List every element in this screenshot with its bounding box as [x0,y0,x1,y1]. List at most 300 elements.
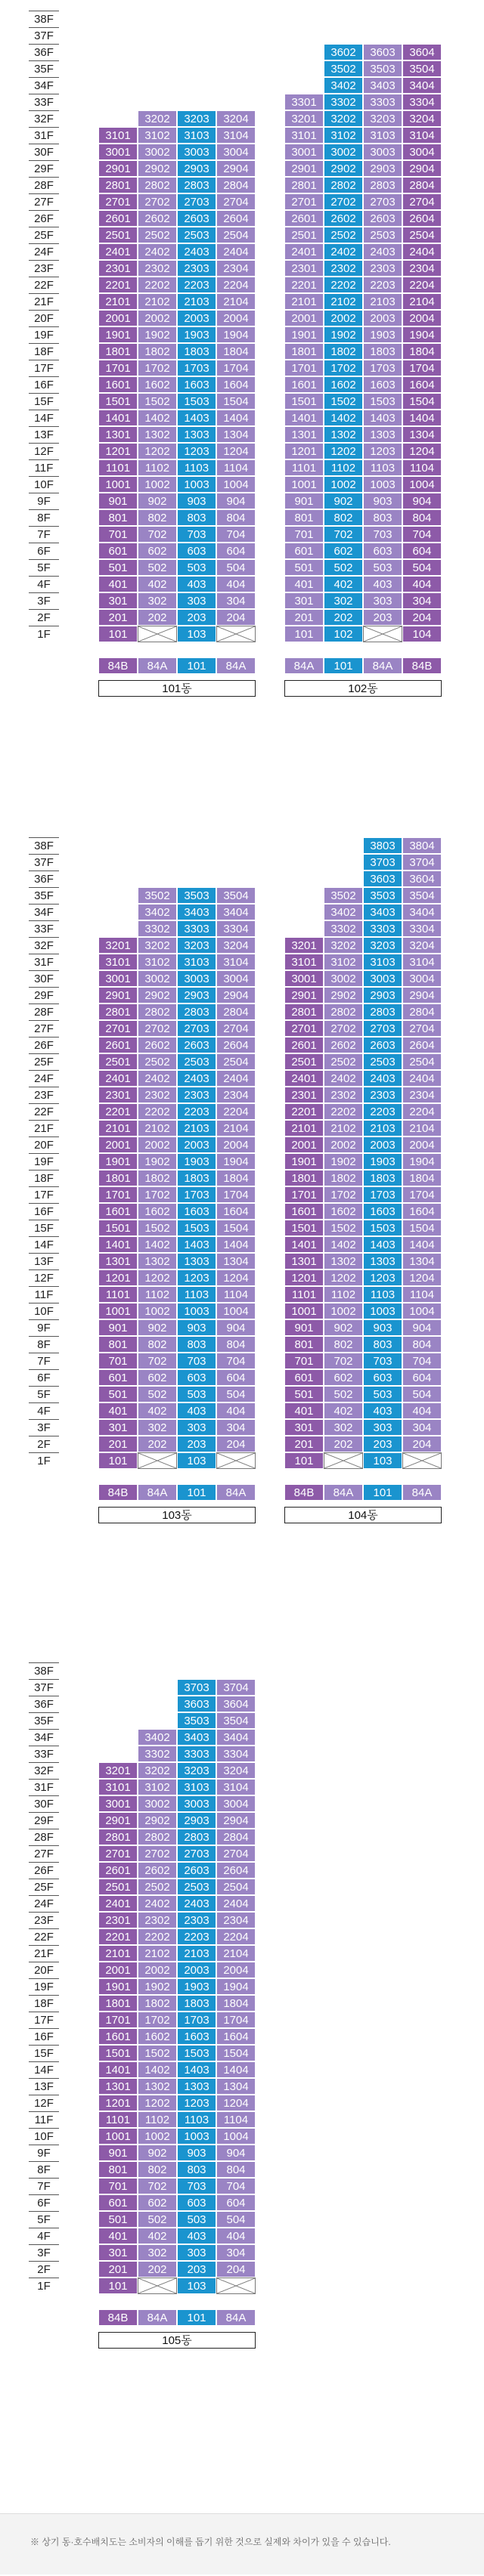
unit-cell: 204 [402,1436,442,1452]
unit-cell: 2304 [402,260,442,277]
unit-cell: 3101 [98,954,138,970]
unit-cell: 3101 [284,127,324,144]
unit-cell: 101 [284,1452,324,1469]
unit-cell: 401 [284,576,324,592]
floor-label: 22F [29,277,59,293]
unit-type-label: 84A [216,2309,256,2326]
unit-cell: 3204 [402,937,442,954]
floor-label: 23F [29,1087,59,1103]
unit-cell: 1401 [98,2061,138,2078]
unit-cell: 2903 [363,160,402,177]
unit-cell: 601 [284,543,324,559]
unit-cell: 1903 [177,1153,216,1170]
unit-cell: 3803 [363,837,402,854]
floor-label: 34F [29,1729,59,1746]
unit-cell: 1904 [216,1153,256,1170]
unit-cell: 604 [216,1369,256,1386]
unit-cell: 1704 [216,2012,256,2028]
unit-cell: 2801 [98,1003,138,1020]
floor-label: 17F [29,1186,59,1203]
unit-cell: 1004 [216,1303,256,1319]
unit-cell: 903 [177,2145,216,2161]
unit-cell: 801 [284,1336,324,1353]
unit-cell: 103 [177,626,216,642]
unit-cell: 602 [138,543,177,559]
unit-cell: 204 [402,609,442,626]
unit-cell: 2301 [284,1087,324,1103]
unit-cell: 3204 [216,937,256,954]
unit-cell: 2902 [138,1812,177,1829]
unit-cell: 3703 [177,1679,216,1696]
unit-cell: 2104 [216,1945,256,1962]
unit-cell: 1701 [284,360,324,376]
unit-cell: 1101 [98,1286,138,1303]
floor-label: 8F [29,509,59,526]
unit-cell: 202 [138,2261,177,2278]
unit-cell: 1103 [177,2111,216,2128]
unit-cell: 1503 [177,2045,216,2061]
unit-cell: 2402 [138,243,177,260]
unit-cell: 203 [177,609,216,626]
unit-cell: 3202 [138,1762,177,1779]
unit-cell: 2402 [324,1070,363,1087]
unit-cell: 2902 [324,987,363,1003]
unit-cell: 2702 [138,1020,177,1037]
unit-cell: 701 [284,1353,324,1369]
unit-cell: 1202 [324,443,363,459]
unit-cell: 303 [177,1419,216,1436]
unit-cell: 604 [216,2194,256,2211]
unit-type-label: 84A [363,657,402,674]
unit-cell: 1603 [177,376,216,393]
unit-cell: 2202 [138,277,177,293]
unavailable-unit [138,1452,177,1469]
unit-cell: 403 [177,2228,216,2244]
unit-cell: 903 [177,1319,216,1336]
floor-label: 9F [29,1319,59,1336]
unit-cell: 3103 [177,954,216,970]
unit-cell: 2102 [138,1120,177,1136]
unit-cell: 3203 [363,110,402,127]
unit-cell: 2603 [177,1037,216,1053]
unit-cell: 1304 [216,2078,256,2095]
unit-cell: 2402 [138,1895,177,1912]
unit-cell: 2004 [216,1962,256,1978]
unit-cell: 3101 [98,127,138,144]
floor-label: 9F [29,493,59,509]
unit-cell: 1702 [324,1186,363,1203]
unit-cell: 1503 [177,1220,216,1236]
unit-cell: 704 [216,526,256,543]
unit-cell: 2302 [138,1912,177,1928]
unit-cell: 1401 [284,410,324,426]
unit-cell: 3102 [138,127,177,144]
unit-cell: 2404 [216,1070,256,1087]
unit-cell: 1602 [138,1203,177,1220]
unit-cell: 2302 [324,260,363,277]
unit-cell: 703 [177,526,216,543]
unit-type-label: 101 [177,2309,216,2326]
unit-cell: 201 [98,2261,138,2278]
unit-cell: 2902 [138,160,177,177]
unit-cell: 3001 [98,1795,138,1812]
unit-cell: 3104 [402,954,442,970]
unit-cell: 1703 [363,360,402,376]
unit-cell: 903 [363,1319,402,1336]
unit-cell: 1902 [138,1153,177,1170]
unit-cell: 404 [402,576,442,592]
unit-type-label: 101 [363,1484,402,1501]
unit-cell: 1203 [177,2095,216,2111]
unit-cell: 401 [98,1402,138,1419]
unit-cell: 904 [216,493,256,509]
unit-cell: 2704 [216,1020,256,1037]
unit-cell: 2604 [216,1862,256,1879]
unit-cell: 3103 [177,1779,216,1795]
unit-cell: 1701 [284,1186,324,1203]
unit-cell: 1301 [284,1253,324,1269]
floor-label: 17F [29,360,59,376]
unit-cell: 1803 [177,1170,216,1186]
unit-cell: 203 [177,2261,216,2278]
unit-cell: 2202 [138,1928,177,1945]
floor-label: 19F [29,1978,59,1995]
unit-cell: 1503 [363,393,402,410]
unit-cell: 3403 [363,904,402,920]
unit-cell: 2004 [216,310,256,326]
floor-label: 31F [29,127,59,144]
unit-cell: 1402 [324,1236,363,1253]
unit-cell: 1101 [284,1286,324,1303]
unit-cell: 2204 [216,277,256,293]
unit-cell: 2203 [363,1103,402,1120]
unit-cell: 3001 [284,144,324,160]
unit-cell: 2603 [363,210,402,227]
unit-cell: 602 [138,2194,177,2211]
unit-cell: 3101 [98,1779,138,1795]
floor-label: 32F [29,937,59,954]
unit-cell: 2604 [216,1037,256,1053]
unit-cell: 1201 [284,443,324,459]
unit-cell: 1904 [216,326,256,343]
unit-cell: 902 [324,1319,363,1336]
unit-cell: 2102 [324,293,363,310]
unit-cell: 1204 [402,443,442,459]
unit-type-label: 84A [138,2309,177,2326]
unit-cell: 204 [216,609,256,626]
unit-cell: 904 [402,493,442,509]
unit-cell: 2504 [402,227,442,243]
unit-cell: 1801 [98,343,138,360]
unit-cell: 3101 [284,954,324,970]
unit-cell: 2103 [177,293,216,310]
unit-cell: 2701 [98,1020,138,1037]
unit-cell: 503 [177,1386,216,1402]
floor-label: 16F [29,2028,59,2045]
floor-label: 26F [29,1037,59,1053]
floor-label: 10F [29,1303,59,1319]
unit-cell: 202 [324,609,363,626]
unit-cell: 3004 [216,970,256,987]
unit-cell: 1201 [98,2095,138,2111]
floor-label: 32F [29,1762,59,1779]
floor-label: 13F [29,1253,59,1269]
unit-cell: 2503 [177,1879,216,1895]
unit-cell: 2003 [177,1136,216,1153]
floor-label: 31F [29,1779,59,1795]
floor-label: 16F [29,1203,59,1220]
unavailable-unit [363,626,402,642]
unit-cell: 2403 [363,1070,402,1087]
unit-cell: 1702 [138,2012,177,2028]
unit-cell: 204 [216,1436,256,1452]
unit-cell: 2502 [324,227,363,243]
unit-cell: 1303 [177,1253,216,1269]
unit-cell: 2603 [363,1037,402,1053]
unit-cell: 2404 [402,1070,442,1087]
unit-cell: 3201 [284,937,324,954]
unit-cell: 2204 [216,1928,256,1945]
unit-cell: 2201 [98,1928,138,1945]
unit-cell: 1504 [402,393,442,410]
floor-label: 38F [29,11,59,27]
unit-cell: 604 [402,1369,442,1386]
floor-label: 35F [29,60,59,77]
unit-cell: 1002 [324,476,363,493]
unit-cell: 901 [98,493,138,509]
floor-label: 1F [29,626,59,642]
unit-cell: 3303 [177,1746,216,1762]
unit-cell: 901 [98,2145,138,2161]
unit-cell: 2403 [177,1070,216,1087]
unit-cell: 502 [138,559,177,576]
unit-cell: 2204 [402,1103,442,1120]
unit-cell: 304 [216,2244,256,2261]
unit-cell: 603 [177,543,216,559]
unit-cell: 103 [177,1452,216,1469]
unit-cell: 2802 [324,177,363,193]
unit-cell: 1302 [138,1253,177,1269]
unit-cell: 3002 [324,970,363,987]
unit-cell: 1104 [402,459,442,476]
unit-cell: 2502 [138,1053,177,1070]
floor-label: 37F [29,854,59,871]
unit-cell: 702 [138,2178,177,2194]
unit-cell: 1602 [138,376,177,393]
unit-cell: 401 [98,576,138,592]
unit-cell: 2602 [138,1862,177,1879]
floor-label: 33F [29,920,59,937]
unit-cell: 2301 [284,260,324,277]
unit-cell: 403 [363,576,402,592]
unit-cell: 1902 [138,1978,177,1995]
unit-cell: 1502 [324,1220,363,1236]
unit-cell: 803 [363,1336,402,1353]
floor-label: 12F [29,443,59,459]
unit-cell: 3104 [216,127,256,144]
unit-cell: 3203 [363,937,402,954]
unit-cell: 202 [138,609,177,626]
floor-label: 35F [29,1712,59,1729]
unit-cell: 1103 [177,1286,216,1303]
unit-cell: 1404 [216,410,256,426]
unit-cell: 3002 [324,144,363,160]
unit-cell: 2604 [216,210,256,227]
floor-label: 22F [29,1928,59,1945]
floor-label: 18F [29,343,59,360]
unit-cell: 3001 [98,970,138,987]
unit-cell: 1703 [177,360,216,376]
unit-cell: 3304 [216,920,256,937]
unit-cell: 2104 [402,1120,442,1136]
unit-cell: 2202 [138,1103,177,1120]
floor-label: 32F [29,110,59,127]
floor-label: 2F [29,609,59,626]
unit-cell: 3201 [284,110,324,127]
unit-cell: 1102 [138,2111,177,2128]
unit-cell: 1203 [177,1269,216,1286]
unit-cell: 2304 [402,1087,442,1103]
unit-cell: 1701 [98,1186,138,1203]
unit-cell: 3102 [324,954,363,970]
floor-label: 4F [29,2228,59,2244]
unit-cell: 3604 [402,44,442,60]
floor-label: 18F [29,1995,59,2012]
unit-cell: 301 [284,1419,324,1436]
unit-cell: 3301 [284,94,324,110]
unit-cell: 2703 [363,1020,402,1037]
unit-cell: 1303 [363,1253,402,1269]
unit-cell: 2004 [216,1136,256,1153]
unit-cell: 503 [363,1386,402,1402]
unit-cell: 2403 [177,1895,216,1912]
floor-label: 14F [29,410,59,426]
unit-cell: 2703 [177,1845,216,1862]
unit-cell: 1702 [324,360,363,376]
unit-cell: 1804 [216,343,256,360]
unit-cell: 2504 [216,1053,256,1070]
unit-cell: 3201 [98,937,138,954]
unit-cell: 101 [98,626,138,642]
unit-cell: 601 [98,2194,138,2211]
unit-cell: 2903 [177,1812,216,1829]
unit-cell: 3402 [324,77,363,94]
unit-cell: 2003 [363,310,402,326]
unit-cell: 2203 [177,1928,216,1945]
unit-cell: 1501 [284,1220,324,1236]
unit-cell: 802 [324,509,363,526]
unit-cell: 3201 [98,1762,138,1779]
unit-cell: 1503 [177,393,216,410]
unit-cell: 202 [138,1436,177,1452]
unit-cell: 2501 [98,227,138,243]
unit-cell: 3102 [324,127,363,144]
unit-cell: 204 [216,2261,256,2278]
unit-cell: 402 [324,576,363,592]
unit-cell: 1504 [216,393,256,410]
floor-label: 34F [29,77,59,94]
unit-cell: 1001 [284,476,324,493]
unit-cell: 1604 [216,2028,256,2045]
unit-cell: 2703 [177,193,216,210]
floor-label: 35F [29,887,59,904]
unit-cell: 502 [138,1386,177,1402]
unit-cell: 901 [98,1319,138,1336]
unit-cell: 803 [177,2161,216,2178]
unit-cell: 201 [284,609,324,626]
unit-cell: 2001 [98,1136,138,1153]
building-name: 103동 [98,1507,256,1523]
unit-cell: 3302 [138,1746,177,1762]
unit-cell: 1203 [177,443,216,459]
unit-type-label: 84A [138,1484,177,1501]
unit-cell: 703 [363,526,402,543]
unit-cell: 3102 [138,1779,177,1795]
unit-cell: 2102 [324,1120,363,1136]
unit-cell: 2001 [98,310,138,326]
unit-cell: 2504 [216,227,256,243]
unit-cell: 3003 [177,1795,216,1812]
unit-cell: 1001 [98,1303,138,1319]
unit-cell: 701 [98,526,138,543]
unit-cell: 3303 [363,920,402,937]
unit-cell: 3402 [138,904,177,920]
unit-cell: 504 [402,1386,442,1402]
unavailable-unit [216,2278,256,2294]
unit-cell: 1904 [216,1978,256,1995]
unit-cell: 703 [363,1353,402,1369]
unit-cell: 2201 [284,277,324,293]
unit-cell: 603 [177,1369,216,1386]
unit-cell: 1603 [177,2028,216,2045]
unit-cell: 2604 [402,210,442,227]
floor-label: 18F [29,1170,59,1186]
floor-label: 24F [29,243,59,260]
unit-cell: 502 [138,2211,177,2228]
unit-cell: 401 [284,1402,324,1419]
unit-cell: 603 [177,2194,216,2211]
unit-cell: 2403 [363,243,402,260]
unit-cell: 1204 [216,443,256,459]
unit-cell: 2501 [98,1053,138,1070]
unit-cell: 704 [216,2178,256,2194]
floor-label: 27F [29,1845,59,1862]
unit-cell: 303 [363,592,402,609]
unit-cell: 501 [284,1386,324,1402]
unit-cell: 602 [138,1369,177,1386]
unit-cell: 301 [284,592,324,609]
floor-label: 11F [29,2111,59,2128]
unit-cell: 703 [177,1353,216,1369]
unit-cell: 1304 [402,1253,442,1269]
unit-cell: 401 [98,2228,138,2244]
unit-cell: 3104 [402,127,442,144]
unit-cell: 2704 [402,1020,442,1037]
unit-cell: 1302 [324,1253,363,1269]
unit-cell: 1204 [216,1269,256,1286]
unit-cell: 901 [284,1319,324,1336]
unit-cell: 1202 [138,1269,177,1286]
unit-cell: 1003 [177,476,216,493]
unit-cell: 1604 [402,1203,442,1220]
unit-cell: 2101 [284,1120,324,1136]
unit-cell: 201 [284,1436,324,1452]
unit-cell: 1803 [177,343,216,360]
unit-cell: 1804 [402,343,442,360]
unit-cell: 3402 [138,1729,177,1746]
unit-cell: 2401 [284,243,324,260]
unit-cell: 1004 [216,476,256,493]
